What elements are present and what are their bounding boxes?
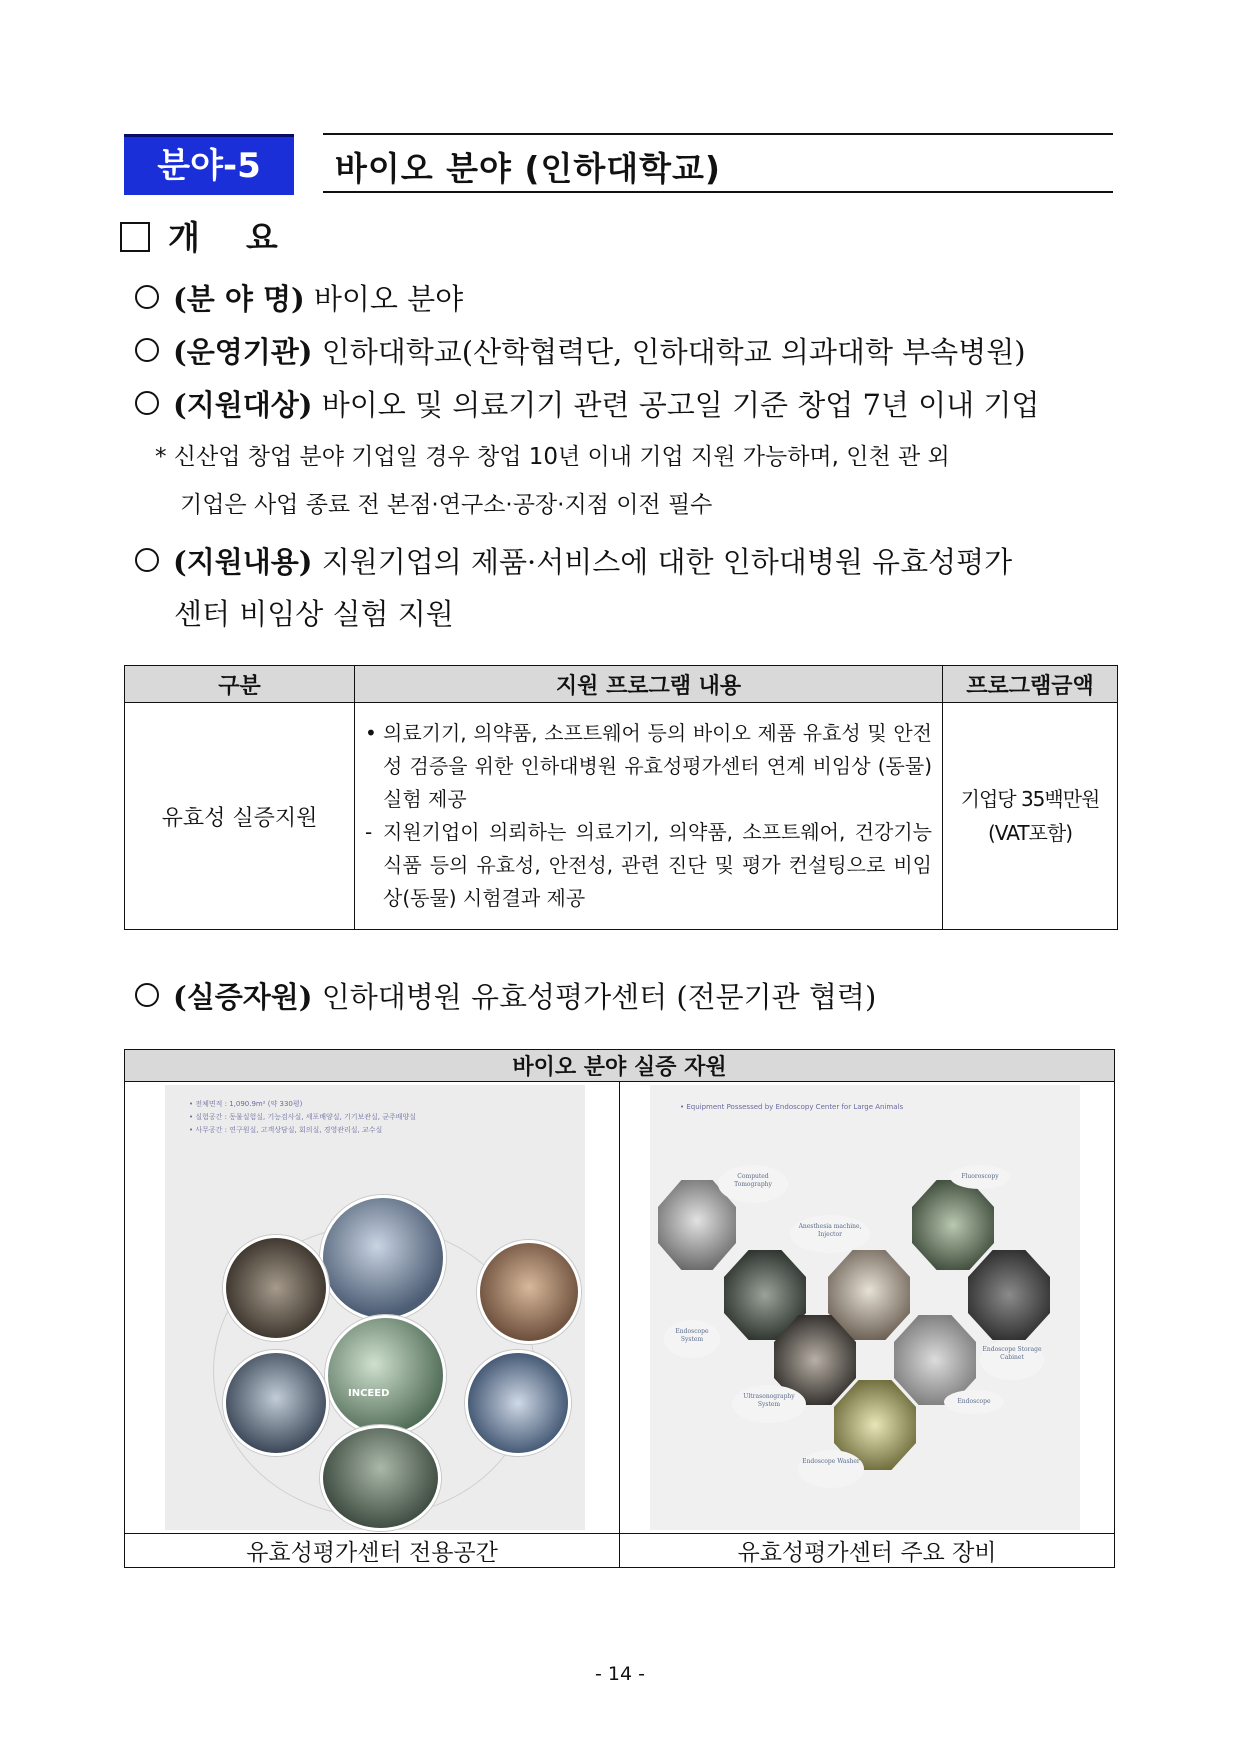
section-title: 바이오 분야 (인하대학교) <box>335 149 721 188</box>
lab-photo <box>320 1195 446 1321</box>
bullet-operator <box>135 330 1026 371</box>
bullet-support-continuation: 센터 비임상 실험 지원 <box>174 597 454 631</box>
note-line-1: * 신산업 창업 분야 기업일 경우 창업 10년 이내 기업 지원 가능하며, 인천 관 외 <box>155 444 950 470</box>
equipment-label: Computed Tomography <box>718 1165 788 1203</box>
circle-bullet-icon <box>135 338 159 362</box>
content-item <box>365 816 932 915</box>
bullet-verification <box>135 975 876 1016</box>
bullet-tag: (지원내용) <box>173 545 313 579</box>
equipment-photo-tile <box>912 1180 994 1270</box>
content-cell <box>355 703 943 930</box>
content-text: 지원기업이 의뢰하는 의료기기, 의약품, 소프트웨어, 건강기능 식품 등의 유효성, 안전성, 관련 진단 및 평가 컨설팅으로 비임상(동물) 시험결과 제공 <box>383 820 932 910</box>
circle-bullet-icon <box>135 548 159 572</box>
bullet-mark: • <box>365 721 377 745</box>
bullet-target <box>135 383 1039 424</box>
resource-table <box>124 1049 1115 1568</box>
checkbox-icon <box>120 222 150 252</box>
facility-image-cell <box>125 1082 620 1534</box>
overview-heading-text: 개 요 <box>168 218 278 257</box>
category-cell: 유효성 실증지원 <box>125 703 355 930</box>
table-header: 구분 <box>125 666 355 703</box>
right-caption: 유효성평가센터 주요 장비 <box>620 1534 1115 1568</box>
bullet-support <box>135 540 1012 581</box>
circle-bullet-icon <box>135 983 159 1007</box>
content-text: 의료기기, 의약품, 소프트웨어 등의 바이오 제품 유효성 및 안전성 검증을 위한 인하대병원 유효성평가센터 연계 비임상 (동물)실험 제공 <box>383 721 932 811</box>
equipment-label: Fluoroscopy <box>950 1165 1010 1189</box>
facility-photo <box>165 1085 585 1530</box>
center-logo-photo <box>325 1315 446 1436</box>
bullet-field-name <box>135 277 463 318</box>
circle-bullet-icon <box>135 285 159 309</box>
equipment-photo <box>650 1085 1080 1530</box>
equipment-label: Endoscope Storage Cabinet <box>980 1340 1044 1380</box>
lab-photo <box>223 1235 329 1341</box>
table-row <box>125 703 1118 930</box>
equipment-image-cell <box>620 1082 1115 1534</box>
resource-table-title: 바이오 분야 실증 자원 <box>125 1050 1115 1082</box>
photo-text: • 사무공간 : 연구원실, 고객상담실, 회의실, 경영관리실, 교수실 <box>189 1126 383 1134</box>
equipment-photo-tile <box>968 1250 1050 1340</box>
section-title-box <box>323 133 1113 193</box>
overview-heading <box>120 212 278 259</box>
lab-photo <box>477 1240 581 1344</box>
photo-text: • Equipment Possessed by Endoscopy Center for Large Animals <box>680 1103 904 1111</box>
note-line-2: 기업은 사업 종료 전 본점·연구소·공장·지점 이전 필수 <box>180 492 713 518</box>
circle-bullet-icon <box>135 391 159 415</box>
equipment-label: Ultrasonography System <box>732 1385 806 1423</box>
lab-photo <box>465 1350 571 1456</box>
equipment-label: Endoscope System <box>664 1320 720 1358</box>
amount-note: (VAT포함) <box>988 821 1072 845</box>
bullet-tag: (지원대상) <box>173 388 313 422</box>
bullet-text: 인하대병원 유효성평가센터 (전문기관 협력) <box>312 980 877 1014</box>
page-number: - 14 - <box>595 1663 645 1685</box>
section-badge: 분야-5 <box>124 134 294 195</box>
left-caption: 유효성평가센터 전용공간 <box>125 1534 620 1568</box>
equipment-label: Endoscope <box>944 1390 1004 1414</box>
program-table <box>124 665 1118 930</box>
photo-text: • 실험공간 : 동물실험실, 기능검사실, 세포배양실, 기기보관실, 균주배양실 <box>189 1113 417 1121</box>
photo-text: • 전체면적 : 1,090.9m² (약 330평) <box>189 1100 303 1108</box>
dash-mark: - <box>365 820 373 844</box>
equipment-label: Anesthesia machine, Injector <box>790 1215 870 1253</box>
lab-photo <box>223 1350 329 1456</box>
amount-cell <box>943 703 1118 930</box>
amount-value: 기업당 35백만원 <box>960 787 1100 811</box>
bullet-text: 바이오 분야 <box>304 282 464 316</box>
bullet-text: 바이오 및 의료기기 관련 공고일 기준 창업 7년 이내 기업 <box>312 388 1040 422</box>
table-header: 프로그램금액 <box>943 666 1118 703</box>
bullet-tag: (분 야 명) <box>173 282 305 316</box>
bullet-text: 지원기업의 제품·서비스에 대한 인하대병원 유효성평가 <box>312 545 1013 579</box>
bullet-tag: (운영기관) <box>173 335 313 369</box>
bullet-text: 인하대학교(산학협력단, 인하대학교 의과대학 부속병원) <box>312 335 1026 369</box>
equipment-label: Endoscope Washer <box>798 1450 864 1488</box>
lab-photo <box>320 1425 441 1531</box>
table-header: 지원 프로그램 내용 <box>355 666 943 703</box>
logo-text: INCEED <box>348 1388 390 1399</box>
bullet-tag: (실증자원) <box>173 980 313 1014</box>
content-item <box>365 717 932 816</box>
